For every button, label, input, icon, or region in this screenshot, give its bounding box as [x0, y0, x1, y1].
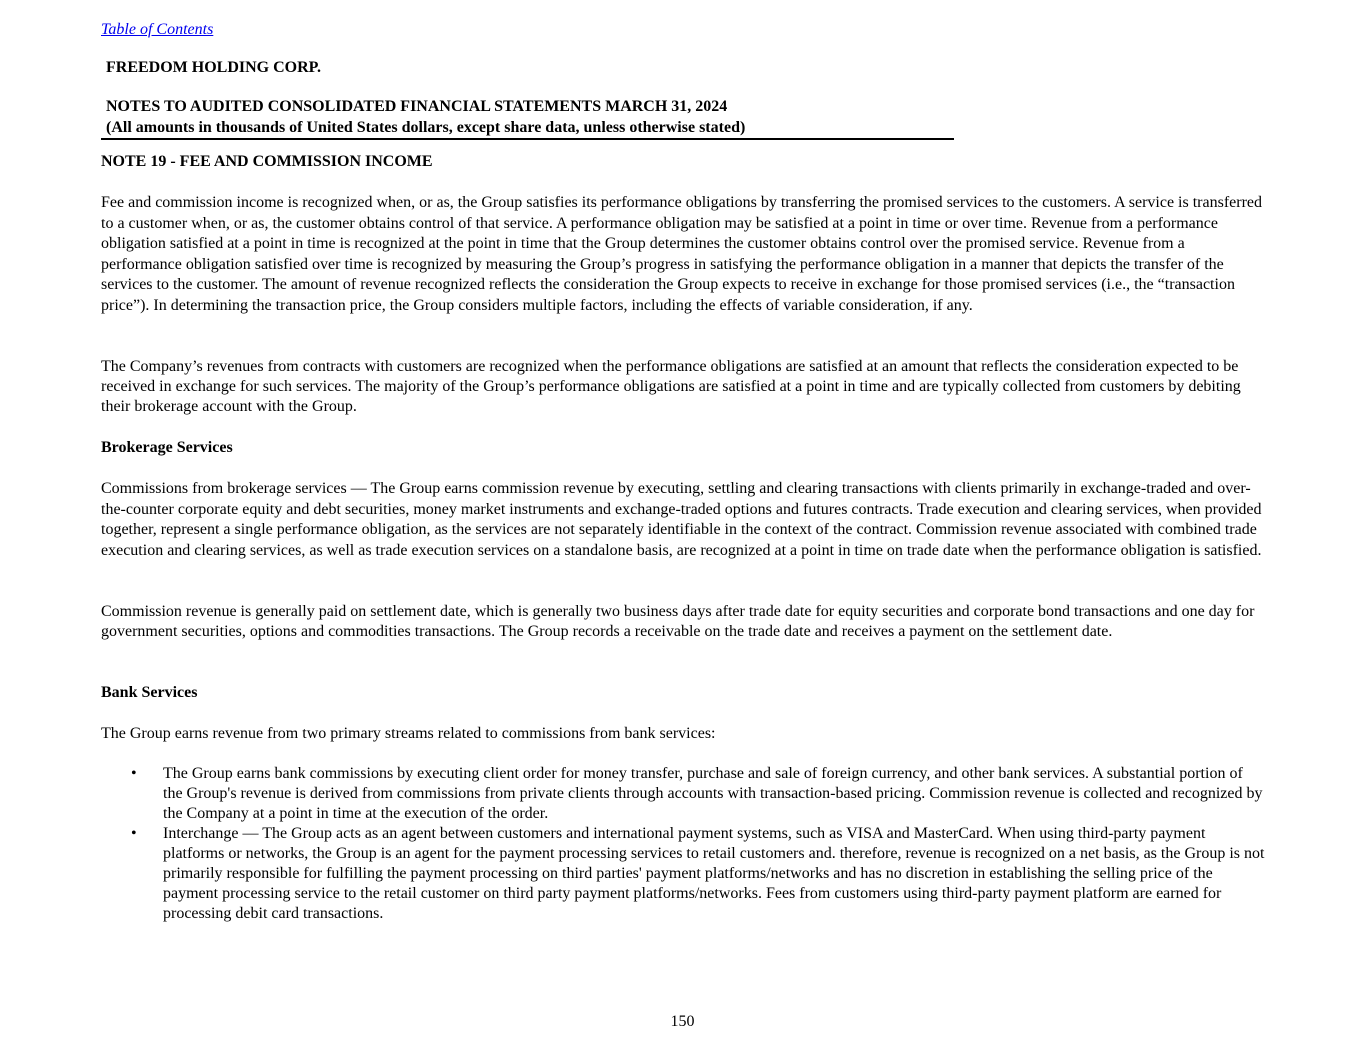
company-name: FREEDOM HOLDING CORP. [106, 59, 321, 76]
list-item-text: Interchange — The Group acts as an agent between customers and international payment systems, such as VISA and MasterCard. When using third-party payment platforms or networks, the Group is an agent for the payment processing services to retail customers and. therefore, revenue is recognized on a net basis, as the Group is not primarily responsible for fulfilling the payment processing on third parties' payment platforms/networks and has no discretion in establishing the selling price of the payment processing service to the retail customer on third party payment platforms/networks. Fees from customers using third-party payment platform are earned for processing debit card transactions. [163, 825, 1265, 922]
bank-services-list [101, 764, 1266, 924]
heading-bank-services: Bank Services [101, 684, 198, 701]
notes-title: NOTES TO AUDITED CONSOLIDATED FINANCIAL STATEMENTS MARCH 31, 2024 [106, 98, 728, 115]
list-item [101, 764, 1266, 824]
list-item-text: The Group earns bank commissions by executing client order for money transfer, purchase and sale of foreign currency, and other bank services. A substantial portion of the Group's revenue is derived from commissions from private clients through accounts with transaction-based pricing. Commission revenue is collected and recognized by the Company at a point in time at the execution of the order. [163, 765, 1263, 822]
heading-brokerage-services: Brokerage Services [101, 439, 233, 456]
bullet-icon: • [131, 825, 137, 842]
paragraph-settlement: Commission revenue is generally paid on settlement date, which is generally two business days after trade date for equity securities and corporate bond transactions and one day for government securities, options and commodities transactions. The Group records a receivable on the trade date and receives a payment on the settlement date. [101, 603, 1255, 640]
notes-header [101, 96, 954, 140]
paragraph-fee-recognition: Fee and commission income is recognized when, or as, the Group satisfies its performance obligations by transferring the promised services to the customers. A service is transferred to a customer when, or as, the customer obtains control of that service. A performance obligation may be satisfied at a point in time or over time. Revenue from a performance obligation satisfied at a point in time is recognized at the point in time that the Group determines the customer obtains control over the promised service. Revenue from a performance obligation satisfied over time is recognized by measuring the Group’s progress in satisfying the performance obligation in a manner that depicts the transfer of the services to the customer. The amount of revenue recognized reflects the consideration the Group expects to receive in exchange for those promised services (i.e., the “transaction price”). In determining the transaction price, the Group considers multiple factors, including the effects of variable consideration, if any. [101, 194, 1263, 314]
table-of-contents-link[interactable]: Table of Contents [101, 21, 214, 38]
paragraph-contract-revenues: The Company’s revenues from contracts with customers are recognized when the performance obligations are satisfied at an amount that reflects the consideration expected to be received in exchange for such services. The majority of the Group’s performance obligations are satisfied at a point in time and are typically collected from customers by debiting their brokerage account with the Group. [101, 358, 1241, 415]
paragraph-bank-streams: The Group earns revenue from two primary streams related to commissions from bank services: [101, 725, 716, 742]
bullet-icon: • [131, 765, 137, 782]
notes-subtitle: (All amounts in thousands of United States dollars, except share data, unless otherwise stated) [106, 119, 746, 136]
page-number: 150 [670, 1013, 695, 1030]
paragraph-brokerage-commissions: Commissions from brokerage services — The Group earns commission revenue by executing, settling and clearing transactions with clients primarily in exchange-traded and over-the-counter corporate equity and debt securities, money market instruments and exchange-traded options and futures contracts. Trade execution and clearing services, when provided together, represent a single performance obligation, as the services are not separately identifiable in the context of the contract. Commission revenue associated with combined trade execution and clearing services, as well as trade execution services on a standalone basis, are recognized at a point in time on trade date when the performance obligation is satisfied. [101, 480, 1262, 559]
note-title: NOTE 19 - FEE AND COMMISSION INCOME [101, 153, 433, 170]
list-item [101, 824, 1266, 924]
